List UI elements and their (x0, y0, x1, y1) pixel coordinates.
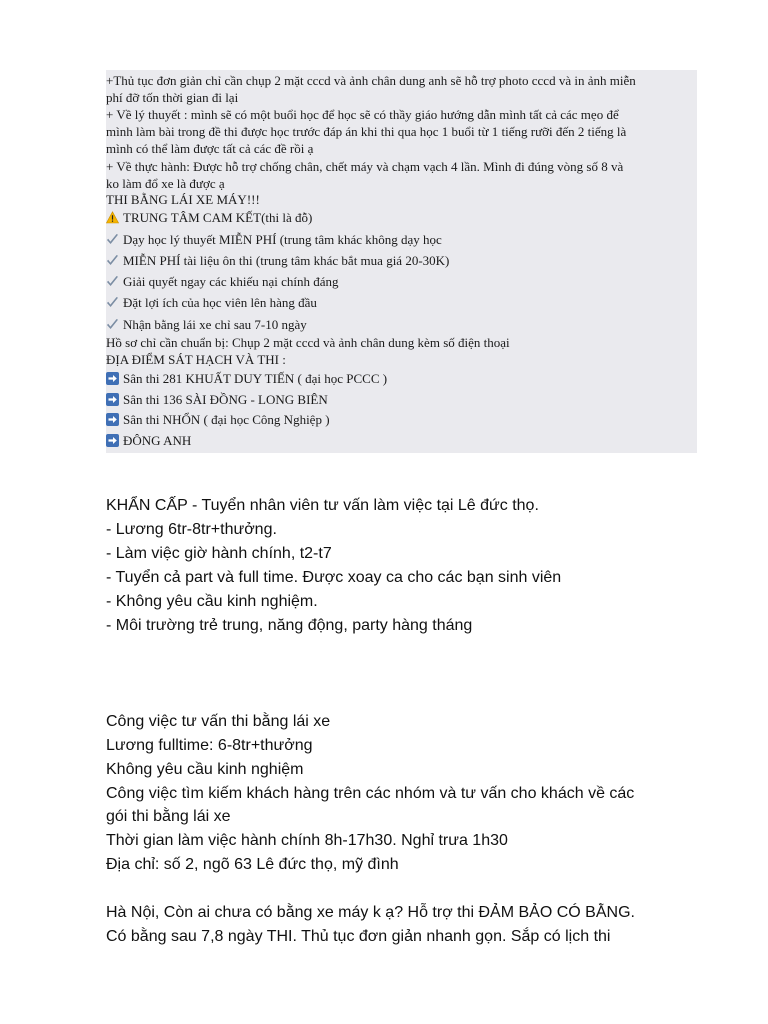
check-mark-icon (106, 275, 119, 288)
job-detail-line: - Làm việc giờ hành chính, t2-t7 (106, 545, 332, 562)
right-arrow-icon (106, 393, 119, 406)
ad-text-line: ko làm đổ xe là được ạ (106, 176, 225, 191)
location-text: Sân thi 281 KHUẤT DUY TIẾN ( đại học PCCC ) (123, 371, 388, 386)
check-mark-icon (106, 296, 119, 309)
ad-text-line: + Về lý thuyết : mình sẽ có một buổi học để học sẽ có thầy giáo hướng dẫn mình tất cả các mẹo để (106, 107, 619, 122)
location-text: Sân thi NHỔN ( đại học Công Nghiệp ) (123, 412, 330, 427)
commitment-line (106, 210, 706, 226)
job-title-line: Công việc tư vấn thi bằng lái xe (106, 713, 331, 730)
job-detail-line: - Tuyển cả part và full time. Được xoay ca cho các bạn sinh viên (106, 569, 562, 586)
check-item-text: Dạy học lý thuyết MIỄN PHÍ (trung tâm khác không dạy học (123, 232, 442, 247)
location-item (106, 433, 706, 449)
location-text: ĐÔNG ANH (123, 433, 192, 448)
check-list-item (106, 232, 706, 248)
ad-text-line: +Thủ tục đơn giản chỉ cần chụp 2 mặt cccd và ảnh chân dung anh sẽ hỗ trợ photo cccd và in ảnh miễn (106, 73, 636, 88)
ad-text-line: mình làm bài trong đề thi được học trước đáp án khi thi qua học 1 buổi từ 1 tiếng rưỡi đến 2 tiếng là (106, 124, 627, 139)
location-item (106, 371, 706, 387)
location-item (106, 392, 706, 408)
warning-icon (106, 211, 119, 224)
check-item-text: Nhận bằng lái xe chỉ sau 7-10 ngày (123, 317, 307, 332)
check-list-item (106, 295, 706, 311)
ad-text-line: mình có thể làm được tất cả các đề rồi ạ (106, 141, 314, 156)
job-address-line: Địa chỉ: số 2, ngõ 63 Lê đức thọ, mỹ đình (106, 856, 399, 873)
job-detail-line: Lương fulltime: 6-8tr+thưởng (106, 737, 313, 754)
commitment-text: TRUNG TÂM CAM KẾT(thi là đỗ) (123, 210, 313, 225)
check-item-text: MIỄN PHÍ tài liệu ôn thi (trung tâm khác bắt mua giá 20-30K) (123, 253, 450, 268)
check-list-item (106, 253, 706, 269)
ad-text-line: phí đỡ tốn thời gian đi lại (106, 90, 239, 105)
job-detail-line: Không yêu cầu kinh nghiệm (106, 761, 304, 778)
job-detail-line: Công việc tìm kiếm khách hàng trên các nhóm và tư vấn cho khách về các (106, 785, 635, 802)
job-detail-line: - Không yêu cầu kinh nghiệm. (106, 593, 318, 610)
job-detail-line: gói thi bằng lái xe (106, 808, 231, 825)
right-arrow-icon (106, 413, 119, 426)
promo-text-line: Có bằng sau 7,8 ngày THI. Thủ tục đơn giản nhanh gọn. Sắp có lịch thi (106, 928, 611, 945)
location-heading: ĐỊA ĐIỂM SÁT HẠCH VÀ THI : (106, 352, 286, 367)
job-detail-line: Thời gian làm việc hành chính 8h-17h30. Nghỉ trưa 1h30 (106, 832, 508, 849)
check-item-text: Giải quyết ngay các khiếu nại chính đáng (123, 274, 339, 289)
check-mark-icon (106, 254, 119, 267)
ad-heading: THI BẰNG LÁI XE MÁY!!! (106, 192, 260, 207)
check-list-item (106, 274, 706, 290)
urgent-hiring-heading: KHẨN CẤP - Tuyển nhân viên tư vấn làm việc tại Lê đức thọ. (106, 497, 539, 514)
check-list-item (106, 317, 706, 333)
location-item (106, 412, 706, 428)
check-mark-icon (106, 233, 119, 246)
location-text: Sân thi 136 SÀI ĐỒNG - LONG BIÊN (123, 392, 328, 407)
promo-text-line: Hà Nội, Còn ai chưa có bằng xe máy k ạ? Hỗ trợ thi ĐẢM BẢO CÓ BẰNG. (106, 904, 635, 921)
ad-text-line: + Về thực hành: Được hỗ trợ chống chân, chết máy và chạm vạch 4 lần. Mình đi đúng vòng số 8 và (106, 159, 624, 174)
right-arrow-icon (106, 434, 119, 447)
job-detail-line: - Môi trường trẻ trung, năng động, party hàng tháng (106, 617, 473, 634)
job-detail-line: - Lương 6tr-8tr+thưởng. (106, 521, 277, 538)
check-item-text: Đặt lợi ích của học viên lên hàng đầu (123, 295, 317, 310)
documents-required-line: Hồ sơ chỉ cần chuẩn bị: Chụp 2 mặt cccd và ảnh chân dung kèm số điện thoại (106, 335, 510, 350)
check-mark-icon (106, 318, 119, 331)
right-arrow-icon (106, 372, 119, 385)
